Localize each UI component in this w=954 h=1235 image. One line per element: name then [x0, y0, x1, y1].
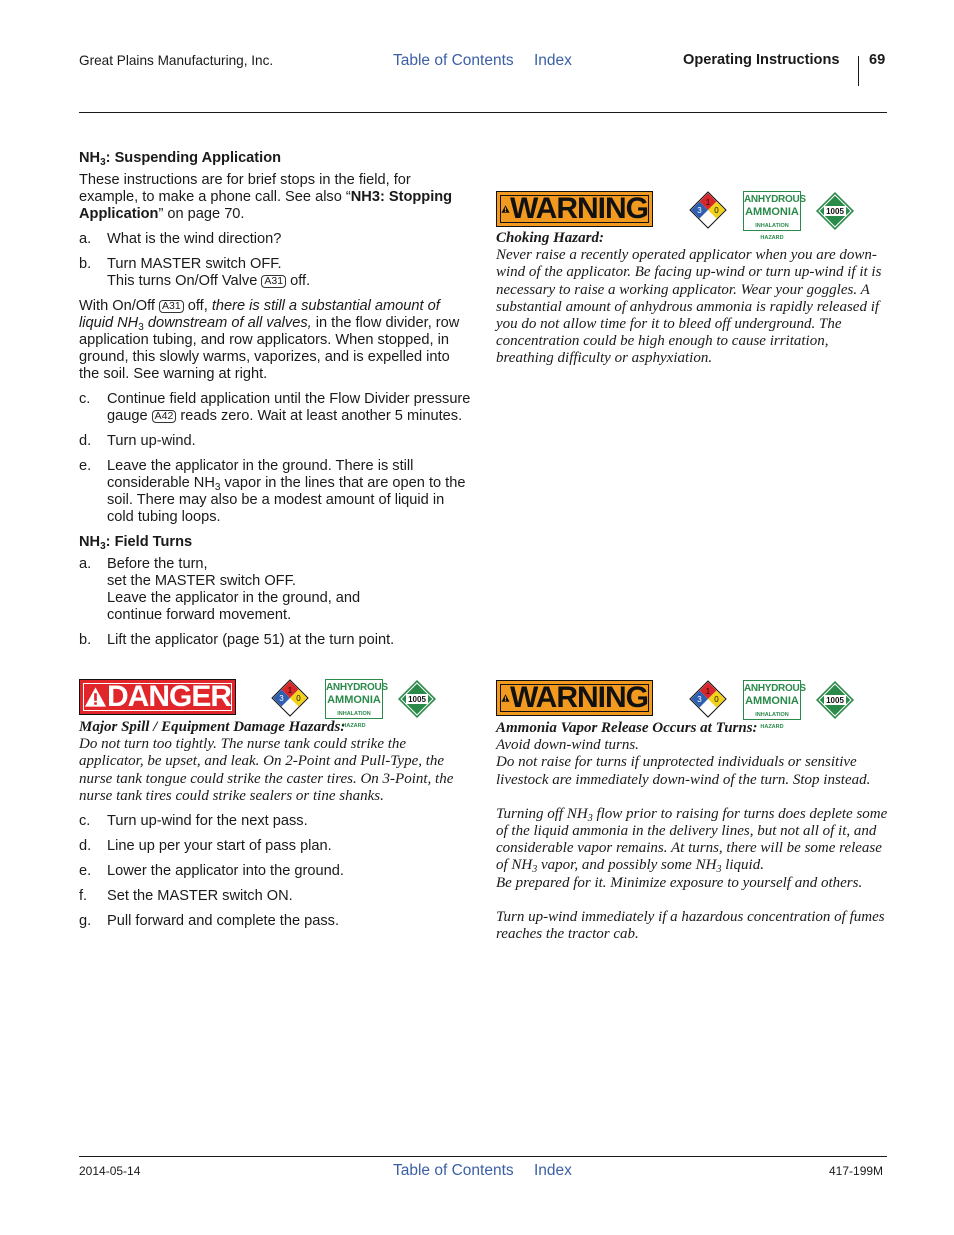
- header-index-link[interactable]: Index: [534, 52, 572, 69]
- warning-message-vapor: [496, 720, 890, 943]
- un-placard-icon: [397, 679, 437, 719]
- danger-title: Major Spill / Equipment Damage Hazards:: [79, 719, 346, 735]
- footer-doc-number: 417-199M: [829, 1164, 884, 1178]
- nfpa-reactivity: 0: [296, 694, 301, 703]
- left-column-continued: [79, 813, 471, 938]
- warning-sign: [496, 191, 653, 227]
- turns-step-f: f. Set the MASTER switch ON.: [79, 888, 293, 904]
- warning-title: Choking Hazard:: [496, 230, 604, 246]
- danger-sign: [79, 679, 236, 715]
- warning-message-choking: [496, 230, 888, 368]
- nfpa-reactivity: 0: [714, 695, 719, 704]
- turns-heading: $NH_3$: Field Turns: [79, 534, 193, 552]
- un-placard-icon: [815, 191, 855, 231]
- left-column: [79, 150, 471, 657]
- ref-badge: A31: [159, 300, 184, 313]
- ref-badge: A42: [152, 410, 177, 423]
- nfpa-diamond-icon: [689, 191, 727, 229]
- alert-triangle-icon: [501, 687, 510, 709]
- suspend-intro: These instructions are for brief stops in the field, for example, to make a phone call. See also “NH3: Stopping Application” on page 70.: [79, 172, 453, 222]
- nfpa-fire: 1: [705, 198, 711, 207]
- ammonia-placard: ANHYDROUS AMMONIA INHALATION HAZARD: [743, 191, 801, 231]
- suspend-step-d: d. Turn up-wind.: [79, 433, 196, 449]
- suspend-step-a: a. What is the wind direction?: [79, 231, 282, 247]
- turns-step-d: d. Line up per your start of pass plan.: [79, 838, 332, 854]
- danger-message: [79, 719, 471, 805]
- suspend-note: With On/Off A31 off, there is still a substantial amount of liquid $NH_3$ downstream of all valves, in the flow divider, row application tubing, and row applicators. When stopped, in ground, this slowly warms, vaporizes, and is expelled into the soil. See warning at right.: [79, 298, 460, 382]
- nfpa-health: 3: [697, 206, 702, 215]
- footer-rule: [79, 1156, 887, 1157]
- warning-paragraph3: Turn up-wind immediately if a hazardous concentration of fumes reaches the tractor cab.: [496, 908, 885, 943]
- un-number: 1005: [826, 696, 844, 705]
- warning-word: WARNING: [510, 192, 648, 225]
- un-placard-icon: [815, 680, 855, 720]
- warning-line2: Do not raise for turns if unprotected individuals or sensitive livestock are immediately down-wind of the turn. Stop instead.: [496, 754, 871, 788]
- suspend-heading: $NH_3$: Suspending Application: [79, 150, 282, 168]
- nfpa-reactivity: 0: [714, 206, 719, 215]
- un-number: 1005: [826, 207, 844, 216]
- nfpa-health: 3: [697, 695, 702, 704]
- header-divider: [858, 56, 859, 86]
- nfpa-health: 3: [279, 694, 284, 703]
- danger-word: DANGER: [106, 680, 231, 713]
- turns-step-b: b. Lift the applicator (page 51) at the turn point.: [79, 632, 395, 648]
- suspend-step-e: e. Leave the applicator in the ground. There is still considerable $NH_3$ vapor in the lines that are open to the soil. There may also be a modest amount of liquid in cold tubing loops.: [79, 458, 466, 525]
- header-toc-link[interactable]: Table of Contents: [393, 52, 514, 69]
- nfpa-diamond-icon: [271, 679, 309, 717]
- header-rule: [79, 112, 887, 113]
- warning-line1: Avoid down-wind turns.: [496, 737, 639, 754]
- nfpa-fire: 1: [705, 687, 711, 696]
- danger-body: Do not turn too tightly. The nurse tank could strike the applicator, be upset, and leak. On 2-Point and Pull-Type, the nurse tank tongue could strike the caster tires. On 3-Point, the nurse tank tires could strike sealers or tine shanks.: [79, 736, 454, 804]
- warning-word: WARNING: [510, 681, 648, 714]
- turns-step-c: c. Turn up-wind for the next pass.: [79, 813, 308, 829]
- page-number: 69: [869, 52, 886, 68]
- suspend-step-c: c. Continue field application until the Flow Divider pressure gauge A42 reads zero. Wait at least another 5 minutes.: [79, 391, 471, 424]
- turns-step-g: g. Pull forward and complete the pass.: [79, 913, 340, 929]
- ref-badge: A31: [261, 275, 286, 288]
- header-company: Great Plains Manufacturing, Inc.: [79, 53, 274, 68]
- warning-title: Ammonia Vapor Release Occurs at Turns:: [496, 720, 758, 736]
- warning-sign: [496, 680, 653, 716]
- warning-body: Never raise a recently operated applicator when you are down-wind of the applicator. Be facing up-wind or turn up-wind if it is necessary to raise a working applicator. Wear your goggles. A substantial amount of anhydrous ammonia is rapidly released if you do not allow time for it to bleed off underground. The concentration could be high enough to cause irritation, breathing difficulty or asphyxiation.: [496, 247, 882, 367]
- suspend-step-b: b. Turn MASTER switch OFF. This turns On/Off Valve A31 off.: [79, 256, 311, 289]
- alert-triangle-icon: [501, 198, 510, 220]
- alert-triangle-icon: [84, 686, 107, 708]
- footer-date: 2014-05-14: [79, 1164, 141, 1178]
- footer-index-link[interactable]: Index: [534, 1162, 572, 1179]
- header-section-title: Operating Instructions: [683, 52, 840, 68]
- ammonia-placard: ANHYDROUS AMMONIA INHALATION HAZARD: [743, 680, 801, 720]
- turns-step-a: a. Before the turn, set the MASTER switch OFF. Leave the applicator in the ground, and continue forward movement.: [79, 556, 361, 623]
- nfpa-diamond-icon: [689, 680, 727, 718]
- turns-step-e: e. Lower the applicator into the ground.: [79, 863, 344, 879]
- warning-paragraph2-line: Be prepared for it. Minimize exposure to yourself and others.: [496, 874, 863, 891]
- footer-toc-link[interactable]: Table of Contents: [393, 1162, 514, 1179]
- ammonia-placard: ANHYDROUS AMMONIA INHALATION HAZARD: [325, 679, 383, 719]
- nfpa-fire: 1: [287, 686, 293, 695]
- un-number: 1005: [408, 695, 426, 704]
- warning-paragraph2: Turning off $NH_3$ flow prior to raising for turns does deplete some of the liquid ammonia in the delivery lines, but not all of it, and considerable vapor remains. At turns, there will be some release of $NH_3$ vapor, and possibly some $NH_3$ liquid.: [496, 805, 888, 876]
